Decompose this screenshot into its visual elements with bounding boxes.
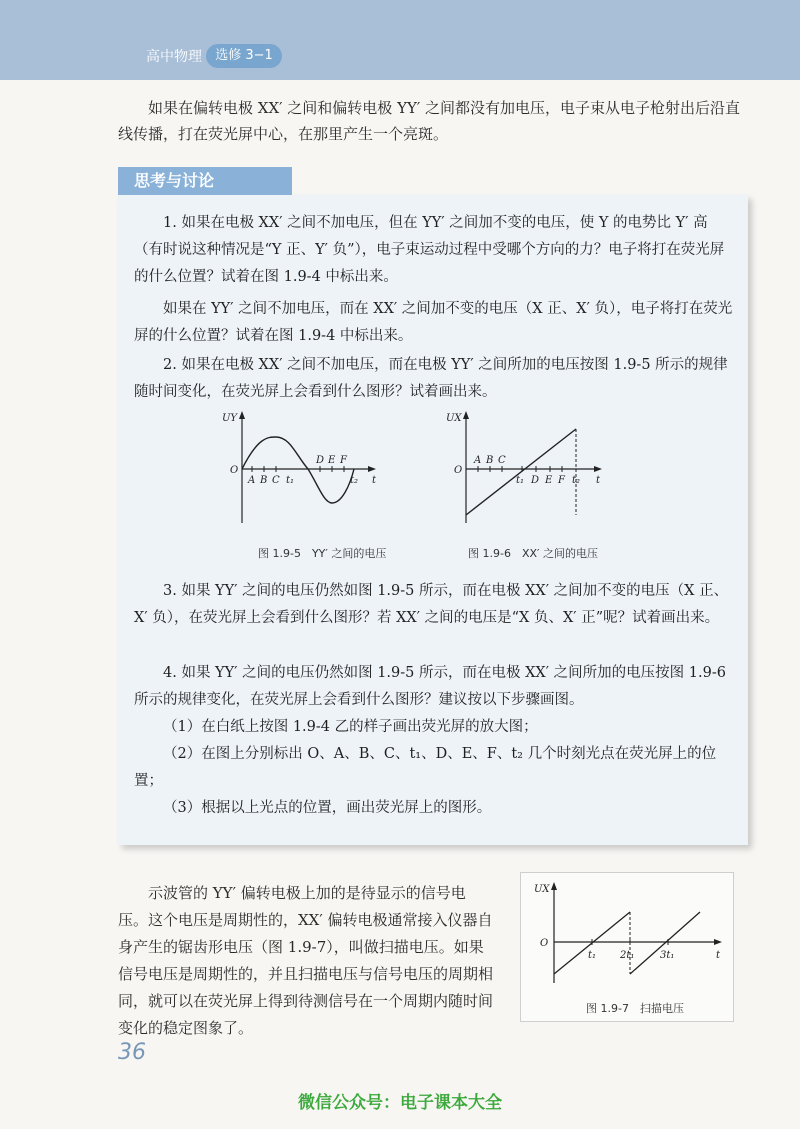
fig7-origin: O [540, 938, 549, 949]
figure-1-9-5 [200, 405, 380, 535]
fig5-ylabel: UY [222, 413, 238, 424]
figure-1-9-7 [528, 878, 728, 993]
fig6-xlabel: t [596, 475, 601, 486]
fig7-ylabel: UX [534, 884, 550, 895]
discussion-title: 思考与讨论 [118, 167, 292, 195]
fig5-caption: 图 1.9-5 YY′ 之间的电压 [258, 547, 387, 560]
fig5-xlabel: t [372, 475, 377, 486]
question-1-followup: 如果在 YY′ 之间不加电压，而在 XX′ 之间加不变的电压（X 正、X′ 负），电子将打在荧光屏的什么位置？试着在图 1.9-4 中标出来。 [134, 301, 733, 344]
fig5-tick-b: B [260, 475, 268, 486]
fig6-tick-e: E [545, 475, 553, 486]
question-2: 2. 如果在电极 XX′ 之间不加电压，而在电极 YY′ 之间所加的电压按图 1.9-5 所示的规律随时间变化，在荧光屏上会看到什么图形？试着画出来。 [134, 357, 728, 400]
fig6-tick-b: B [486, 455, 494, 466]
volume-badge: 选修 3−1 [206, 44, 282, 68]
fig7-tick-3t1: 3t₁ [660, 950, 675, 961]
intro-paragraph: 如果在偏转电极 XX′ 之间和偏转电极 YY′ 之间都没有加电压，电子束从电子枪射出后沿直线传播，打在荧光屏中心，在那里产生一个亮斑。 [118, 99, 741, 143]
figure-1-9-6 [430, 405, 610, 535]
question-3: 3. 如果 YY′ 之间的电压仍然如图 1.9-5 所示，而在电极 XX′ 之间加不变的电压（X 正、X′ 负），在荧光屏上会看到什么图形？若 XX′ 之间的电压是“X 负、X′ 正”呢？试着画出来。 [134, 583, 729, 626]
step-3: （3）根据以上光点的位置，画出荧光屏上的图形。 [163, 800, 492, 816]
fig6-tick-a: A [474, 455, 482, 466]
fig5-origin: O [230, 465, 239, 476]
fig5-tick-f: F [340, 455, 347, 466]
fig6-tick-c: C [498, 455, 506, 466]
fig5-tick-d: D [316, 455, 325, 466]
fig6-tick-f: F [558, 475, 565, 486]
question-4-block [134, 660, 734, 822]
fig5-tick-a: A [248, 475, 256, 486]
oscilloscope-paragraph: 示波管的 YY′ 偏转电极上加的是待显示的信号电压。这个电压是周期性的，XX′ 偏转电极通常接入仪器自身产生的锯齿形电压（图 1.9-7），叫做扫描电压。如果信号电压是周期性的，并且扫描电压与信号电压的周期相同，就可以在荧光屏上得到待测信号在一个周期内随时间变化的稳定图象了。 [118, 884, 494, 1037]
step-2: （2）在图上分别标出 O、A、B、C、t₁、D、E、F、t₂ 几个时刻光点在荧光屏上的位置； [134, 746, 717, 789]
fig6-origin: O [454, 465, 463, 476]
fig6-tick-t1: t₁ [516, 475, 525, 486]
fig6-ylabel: UX [446, 413, 462, 424]
fig5-tick-t2: t₂ [350, 475, 359, 486]
fig6-tick-t2: t₂ [572, 475, 581, 486]
footer-watermark: 微信公众号：电子课本大全 [298, 1093, 502, 1113]
book-title: 高中物理 [146, 49, 202, 65]
fig7-tick-2t1: 2t₁ [620, 950, 635, 961]
page-number: 36 [118, 1040, 146, 1065]
question-1: 1. 如果在电极 XX′ 之间不加电压，但在 YY′ 之间加不变的电压，使 Y 的电势比 Y′ 高（有时说这种情况是“Y 正、Y′ 负”），电子束运动过程中受哪个方向的力？电子将打在荧光屏的什么位置？试着在图 1.9-4 中标出来。 [134, 215, 725, 285]
page-header-band [0, 0, 800, 80]
fig5-tick-t1: t₁ [286, 475, 295, 486]
fig6-caption: 图 1.9-6 XX′ 之间的电压 [468, 547, 599, 560]
fig7-tick-t1: t₁ [588, 950, 597, 961]
step-1: （1）在白纸上按图 1.9-4 乙的样子画出荧光屏的放大图； [163, 719, 538, 735]
fig5-tick-c: C [272, 475, 280, 486]
fig5-tick-e: E [328, 455, 336, 466]
fig7-xlabel: t [716, 950, 721, 961]
fig7-caption: 图 1.9-7 扫描电压 [586, 1002, 684, 1015]
question-4: 4. 如果 YY′ 之间的电压仍然如图 1.9-5 所示，而在电极 XX′ 之间所加的电压按图 1.9-6 所示的规律变化，在荧光屏上会看到什么图形？建议按以下步骤画图。 [134, 665, 726, 708]
fig6-tick-d: D [531, 475, 540, 486]
